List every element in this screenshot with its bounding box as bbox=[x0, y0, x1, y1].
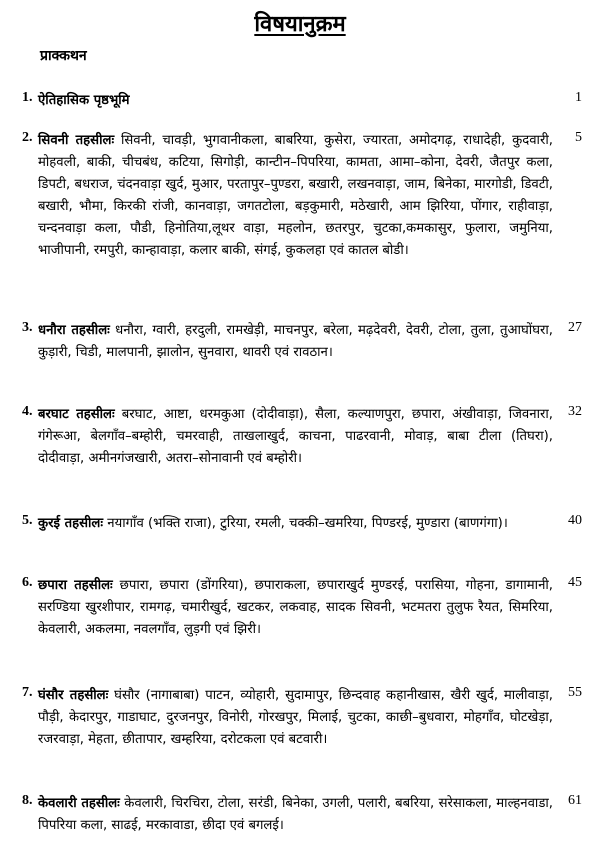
toc-entry-6[interactable] bbox=[22, 575, 582, 641]
entry-page-number: 1 bbox=[575, 90, 582, 105]
entry-heading: घंसौर तहसीलः bbox=[38, 688, 109, 703]
entry-number: 4. bbox=[22, 404, 33, 419]
toc-entry-3[interactable] bbox=[22, 320, 582, 364]
toc-entry-4[interactable] bbox=[22, 404, 582, 470]
toc-entry-7[interactable] bbox=[22, 685, 582, 751]
entry-heading: छपारा तहसीलः bbox=[38, 578, 113, 593]
entry-text: घंसौर (नागाबाबा) पाटन, व्योहारी, सुदामापुर, छिन्दवाह कहानीखास, खैरी खुर्द, मालीवाड़ा, पौड़ी, केदारपुर, गाडाघाट, दुरजनपुर, विनोरी, गोरखपुर, मिलाई, चुटका, काछी–बुधवारा, मोहगाँव, घोटखेड़ा, रजरवाड़ा, मेहता, छीतापार, खम्हरिया, दरोटकला एवं बटवारी। bbox=[38, 688, 553, 747]
entry-number: 7. bbox=[22, 685, 33, 700]
entry-text: नयागाँव (भक्ति राजा), टुरिया, रमली, चक्की–खमरिया, पिण्डरई, मुण्डारा (बाणगंगा)। bbox=[107, 516, 508, 531]
entry-text: सिवनी, चावड़ी, भुगवानीकला, बाबरिया, कुसेरा, ज्यारता, अमोदगढ़, राधादेही, कुदवारी, मोहवली, बाकी, चीचबंध, कटिया, सिगोड़ी, कान्टीन–पिपरिया, कामता, आमा–कोना, देवरी, जैतपुर कला, डिपटी, बधराज, चंदनवाड़ा खुर्द, मुआर, परतापुर–पुण्डरा, बखारी, लखनवाड़ा, जाम, बिनेका, मारगोडी, डिवटी, बखारी, भौमा, किरकी रांजी, कानवाड़ा, जगतटोला, बड़कुमारी, मठेखारी, आम झिरिया, पोंगार, राहीवाड़ा, चन्दनवाड़ा कला, पौडी, हिनोतिया,लूथर वाड़ा, महलोन, छतरपुर, चुटका,कमकासुर, फुलारा, जमुनिया, भाजीपानी, रमपुरी, कान्हावाड़ा, कलार बाकी, संगई, कुकलहा एवं कातल बोडी। bbox=[38, 133, 553, 258]
entry-heading: सिवनी तहसीलः bbox=[38, 133, 115, 148]
entry-text: छपारा, छपारा (डोंगरिया), छपाराकला, छपाराखुर्द मुण्डरई, परासिया, गोहना, डागामानी, सरण्डिया खुरशीपार, रामगढ़, चमारीखुर्द, खटकर, लकवाह, सादक सिवनी, भटमतरा तुलुफ रैयत, सिमरिया, केवलारी, अकलमा, नवलगाँव, लुड़गी एवं झिरी। bbox=[38, 578, 553, 637]
entry-page-number: 27 bbox=[568, 320, 582, 335]
entry-page-number: 45 bbox=[568, 575, 582, 590]
entry-number: 3. bbox=[22, 320, 33, 335]
entry-text: धनौरा, ग्वारी, हरदुली, रामखेड़ी, माचनपुर, बरेला, मढ़देवरी, देवरी, टोला, तुला, तुआघोंघरा, कुड़ारी, चिडी, मालपानी, झालोन, सुनवारा, थावरी एवं रावठान। bbox=[38, 323, 553, 360]
entry-number: 6. bbox=[22, 575, 33, 590]
entry-page-number: 40 bbox=[568, 513, 582, 528]
entry-heading: बरघाट तहसीलः bbox=[38, 407, 115, 422]
toc-entry-2[interactable] bbox=[22, 130, 582, 262]
entry-heading: केवलारी तहसीलः bbox=[38, 796, 120, 811]
entry-page-number: 32 bbox=[568, 404, 582, 419]
entry-page-number: 55 bbox=[568, 685, 582, 700]
entry-page-number: 61 bbox=[568, 793, 582, 808]
entry-number: 5. bbox=[22, 513, 33, 528]
entry-number: 8. bbox=[22, 793, 33, 808]
entry-text: केवलारी, चिरचिरा, टोला, सरंडी, बिनेका, उगली, पलारी, बबरिया, सरेसाकला, माल्हनवाडा, पिपरिया कला, साढई, मरकावाडा, छीदा एवं बगलई। bbox=[38, 796, 553, 833]
entry-heading: ऐतिहासिक पृष्ठभूमि bbox=[38, 93, 130, 108]
toc-entry-5[interactable] bbox=[22, 513, 582, 535]
toc-entry-8[interactable] bbox=[22, 793, 582, 837]
toc-entry-1[interactable] bbox=[22, 90, 582, 112]
entry-heading: धनौरा तहसीलः bbox=[38, 323, 110, 338]
preface-heading: प्राक्कथन bbox=[40, 48, 87, 64]
entry-heading: कुरई तहसीलः bbox=[38, 516, 104, 531]
entry-text: बरघाट, आष्टा, धरमकुआ (दोदीवाड़ा), सैला, कल्याणपुरा, छपारा, अंखीवाड़ा, जिवनारा, गंगेरूआ, बेलगाँव–बम्होरी, चमरवाही, ताखलाखुर्द, काचना, पाढरवानी, मोवाड़, बाबा टीला (तिघरा), दोदीवाड़ा, अमीनगंजखारी, अतरा–सोनावानी एवं बम्होरी। bbox=[38, 407, 553, 466]
entry-number: 2. bbox=[22, 130, 33, 145]
entry-number: 1. bbox=[22, 90, 33, 105]
entry-page-number: 5 bbox=[575, 130, 582, 145]
page-title: विषयानुक्रम bbox=[254, 12, 346, 37]
